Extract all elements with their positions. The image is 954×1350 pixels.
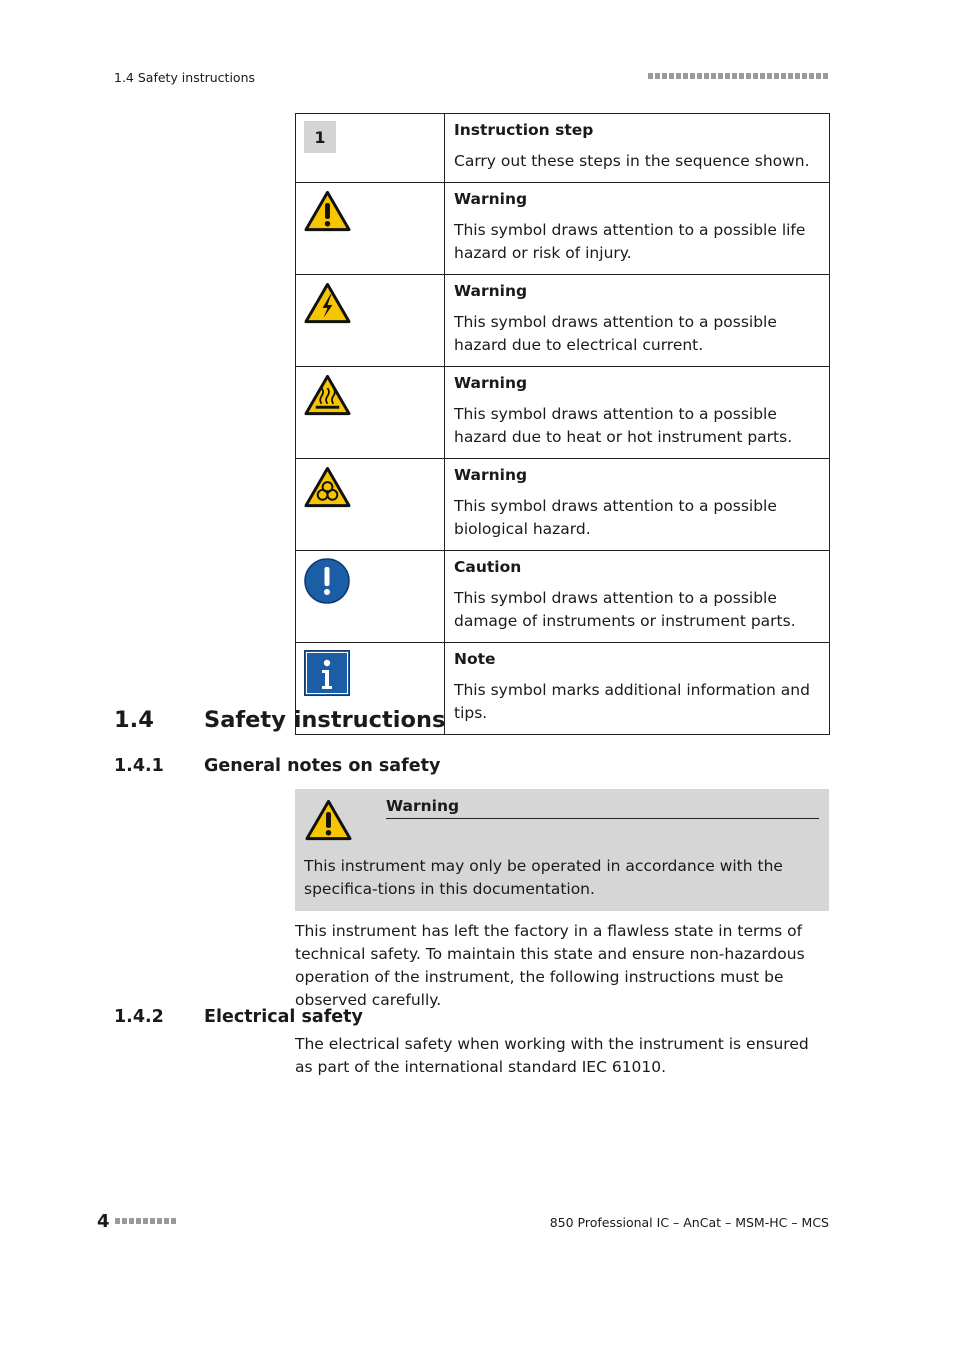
section-heading: [114, 707, 445, 733]
subsection-title: General notes on safety: [204, 756, 441, 776]
general-warning-icon: [304, 190, 351, 232]
footer-document-title: 850 Professional IC – AnCat – MSM-HC – MCS: [549, 1215, 829, 1230]
info-icon: [304, 650, 350, 696]
row-title: Instruction step: [454, 121, 594, 139]
electrical-safety-paragraph: The electrical safety when working with the instrument is ensured as part of the international standard IEC 61010.: [295, 1035, 809, 1076]
row-text: Carry out these steps in the sequence shown.: [454, 152, 810, 170]
caution-icon: [304, 558, 350, 604]
warning-title: Warning: [386, 797, 819, 819]
row-text: This symbol draws attention to a possible damage of instruments or instrument parts.: [454, 589, 796, 630]
table-row: [296, 114, 830, 183]
step-number-box: 1: [304, 121, 336, 153]
row-title: Warning: [454, 466, 528, 484]
subsection-heading-general-notes: [114, 756, 440, 776]
page-number: 4: [97, 1211, 110, 1232]
row-text: This symbol marks additional information and tips.: [454, 681, 810, 722]
section-title: Safety instructions: [204, 707, 446, 733]
row-title: Warning: [454, 190, 528, 208]
subsection-heading-electrical-safety: [114, 1007, 363, 1027]
general-notes-paragraph: This instrument has left the factory in a flawless state in terms of technical safety. To maintain this state and ensure non-hazardous operation of the instrument, the following instructions must be observed carefully.: [295, 922, 805, 1009]
section-number: 1.4: [114, 707, 154, 733]
row-title: Warning: [454, 282, 528, 300]
running-header: 1.4 Safety instructions: [114, 70, 256, 85]
row-title: Warning: [454, 374, 528, 392]
row-title: Note: [454, 650, 496, 668]
table-row: [296, 551, 830, 643]
subsection-number: 1.4.2: [114, 1007, 164, 1027]
row-text: This symbol draws attention to a possible life hazard or risk of injury.: [454, 221, 806, 262]
table-row: [296, 367, 830, 459]
general-warning-icon: [305, 799, 352, 841]
row-text: This symbol draws attention to a possible hazard due to electrical current.: [454, 313, 777, 354]
table-row: [296, 275, 830, 367]
subsection-number: 1.4.1: [114, 756, 164, 776]
table-row: [296, 183, 830, 275]
subsection-title: Electrical safety: [204, 1007, 363, 1027]
header-dot-bar: [648, 73, 828, 79]
warning-text: This instrument may only be operated in accordance with the specifica-tions in this documentation.: [304, 857, 783, 898]
symbols-table: [295, 113, 830, 735]
row-text: This symbol draws attention to a possible hazard due to heat or hot instrument parts.: [454, 405, 793, 446]
electrical-hazard-icon: [304, 282, 351, 324]
hot-surface-icon: [304, 374, 351, 416]
biohazard-icon: [304, 466, 351, 508]
row-text: This symbol draws attention to a possible biological hazard.: [454, 497, 777, 538]
table-row: [296, 459, 830, 551]
row-title: Caution: [454, 558, 522, 576]
warning-box: [295, 789, 829, 911]
footer-dot-bar: [115, 1218, 176, 1224]
